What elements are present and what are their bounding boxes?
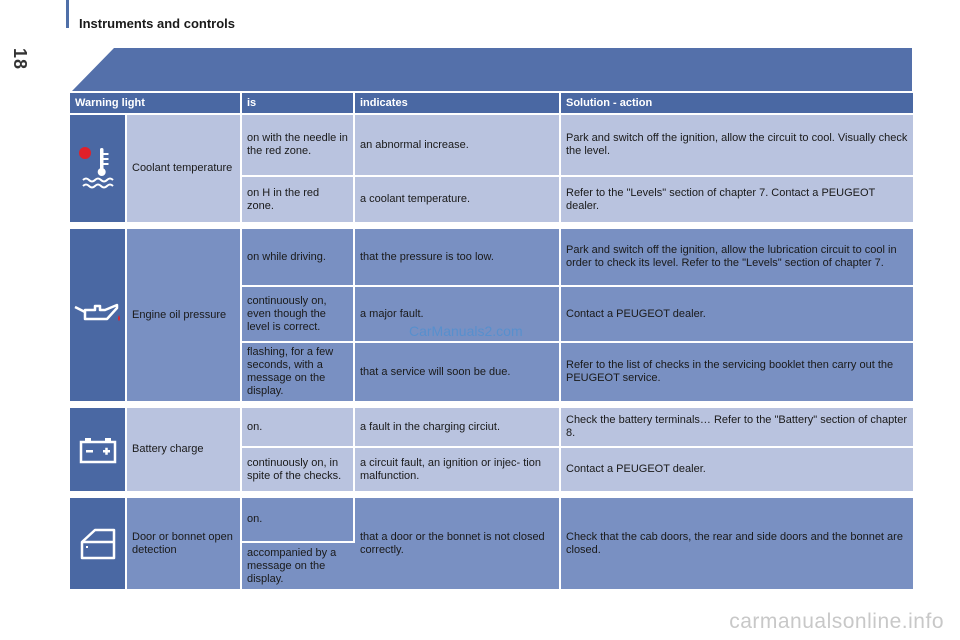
is-cell: flashing, for a few seconds, with a message on the display. — [242, 343, 355, 403]
page-number: 18 — [10, 48, 30, 71]
is-cell: continuously on, even though the level is correct. — [242, 287, 355, 343]
table-row — [70, 229, 913, 287]
is-cell: accompanied by a message on the display. — [242, 543, 355, 591]
table-row — [70, 498, 913, 543]
table-row — [70, 408, 913, 448]
indicates-cell: an abnormal increase. — [355, 115, 561, 177]
footer-watermark: carmanualsonline.info — [729, 610, 944, 633]
table-header-row — [70, 93, 913, 115]
coolant-temperature-icon — [77, 144, 119, 194]
indicates-cell: a coolant temperature. — [355, 177, 561, 224]
watermark: CarManuals2.com — [409, 323, 523, 339]
battery-icon — [78, 436, 118, 464]
warning-name: Coolant temperature — [127, 115, 242, 224]
warning-name: Battery charge — [127, 408, 242, 493]
coolant-icon-cell — [70, 115, 127, 224]
solution-cell: Contact a PEUGEOT dealer. — [561, 448, 913, 493]
battery-icon-cell — [70, 408, 127, 493]
side-accent-bar — [66, 0, 69, 28]
solution-cell: Park and switch off the ignition, allow the lubrication circuit to cool in order to check its level. Refer to the "Levels" section of chapter 7. — [561, 229, 913, 287]
is-cell: on. — [242, 498, 355, 543]
column-header-indicates: indicates — [355, 93, 561, 115]
solution-cell: Contact a PEUGEOT dealer. — [561, 287, 913, 343]
indicates-cell: a circuit fault, an ignition or injec- tion malfunction. — [355, 448, 561, 493]
indicates-cell: that a door or the bonnet is not closed correctly. — [355, 498, 561, 591]
is-cell: on while driving. — [242, 229, 355, 287]
indicates-cell: that the pressure is too low. — [355, 229, 561, 287]
is-cell: on H in the red zone. — [242, 177, 355, 224]
warning-name: Door or bonnet open detection — [127, 498, 242, 591]
indicates-cell: that a service will soon be due. — [355, 343, 561, 403]
warning-name: Engine oil pressure — [127, 229, 242, 403]
is-cell: continuously on, in spite of the checks. — [242, 448, 355, 493]
door-open-icon — [78, 527, 118, 561]
indicates-cell: a fault in the charging circiut. — [355, 408, 561, 448]
section-title: Instruments and controls — [79, 16, 236, 31]
oil-can-icon — [73, 299, 123, 331]
indicates-cell: a major fault. — [355, 287, 561, 343]
column-header-warning-light: Warning light — [70, 93, 242, 115]
oil-icon-cell — [70, 229, 127, 403]
solution-cell: Park and switch off the ignition, allow the circuit to cool. Visually check the level. — [561, 115, 913, 177]
solution-cell: Check the battery terminals… Refer to the "Battery" section of chapter 8. — [561, 408, 913, 448]
is-cell: on. — [242, 408, 355, 448]
door-icon-cell — [70, 498, 127, 591]
warning-light-table — [70, 93, 913, 591]
header-banner — [72, 48, 912, 91]
solution-cell: Check that the cab doors, the rear and side doors and the bonnet are closed. — [561, 498, 913, 591]
column-header-solution: Solution - action — [561, 93, 913, 115]
solution-cell: Refer to the "Levels" section of chapter 7. Contact a PEUGEOT dealer. — [561, 177, 913, 224]
solution-cell: Refer to the list of checks in the servicing booklet then carry out the PEUGEOT service. — [561, 343, 913, 403]
table-row — [70, 115, 913, 177]
column-header-is: is — [242, 93, 355, 115]
is-cell: on with the needle in the red zone. — [242, 115, 355, 177]
